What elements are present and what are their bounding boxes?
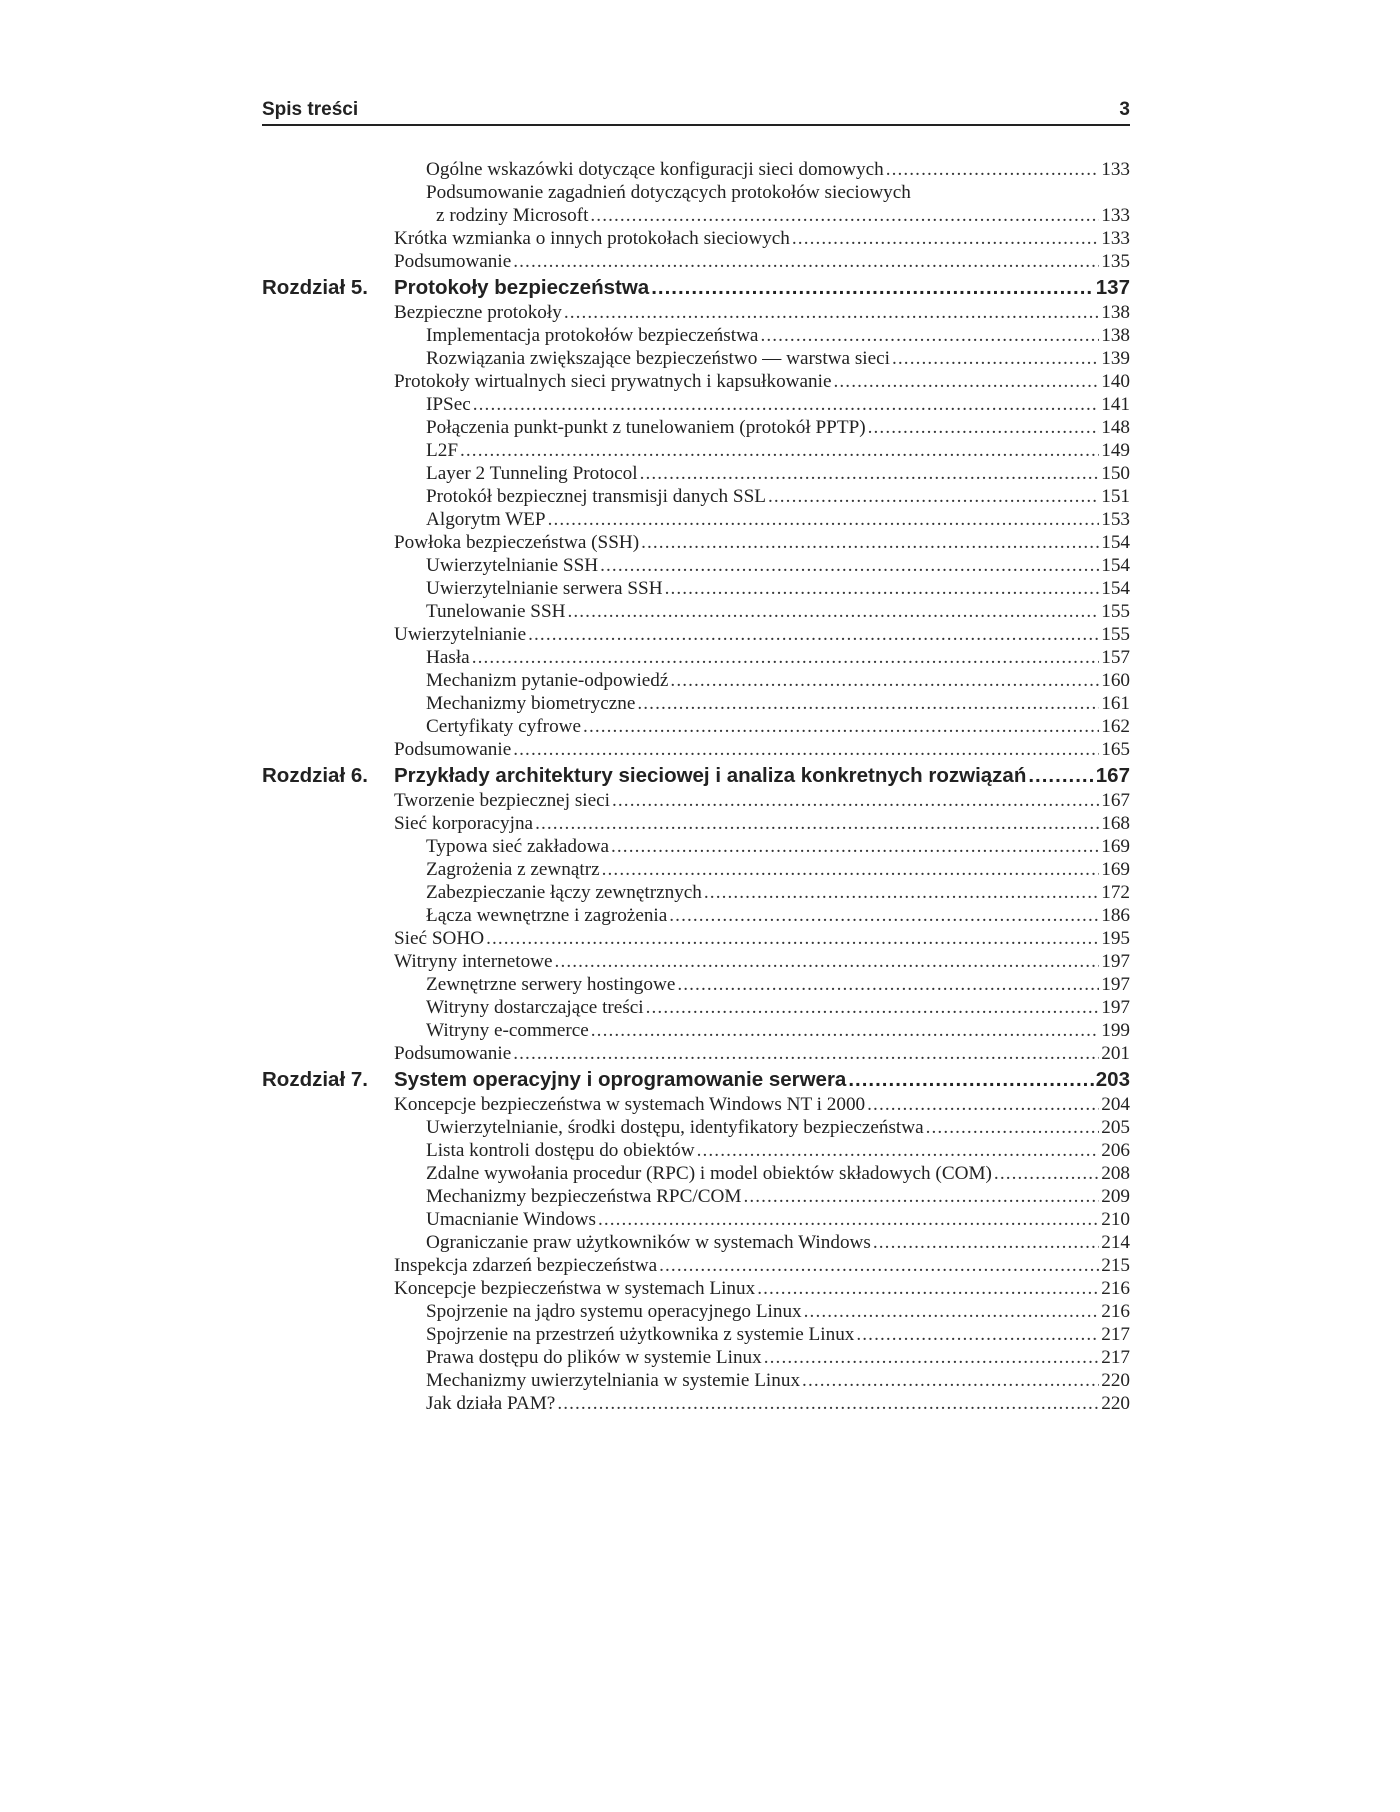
- dot-leader: [669, 904, 1099, 927]
- toc-entry: [262, 1369, 1130, 1392]
- toc-entry: [262, 1185, 1130, 1208]
- page-number: 161: [1101, 693, 1130, 714]
- page-number: 172: [1101, 882, 1130, 903]
- toc-entry: [262, 531, 1130, 554]
- page-number: 197: [1101, 951, 1130, 972]
- dot-leader: [600, 554, 1099, 577]
- page-number: 155: [1101, 601, 1130, 622]
- dot-leader: [602, 858, 1100, 881]
- dot-leader: [513, 250, 1099, 273]
- page-number: 140: [1101, 371, 1130, 392]
- toc-entry: [262, 227, 1130, 250]
- toc-entry: [262, 1392, 1130, 1415]
- entry-title: Ograniczanie praw użytkowników w systemach Windows: [426, 1232, 871, 1253]
- toc-entry: [262, 508, 1130, 531]
- toc-entry: [262, 646, 1130, 669]
- page-number: 217: [1101, 1347, 1130, 1368]
- dot-leader: [764, 1346, 1099, 1369]
- toc-entry: [262, 347, 1130, 370]
- toc-entry: [262, 738, 1130, 761]
- toc-entry: [262, 1323, 1130, 1346]
- toc-entry: [262, 1139, 1130, 1162]
- page-number: 167: [1095, 764, 1130, 787]
- dot-leader: [659, 1254, 1099, 1277]
- dot-leader: [743, 1185, 1099, 1208]
- entry-title: Inspekcja zdarzeń bezpieczeństwa: [394, 1255, 658, 1276]
- toc-entry: [262, 1162, 1130, 1185]
- entry-title: Prawa dostępu do plików w systemie Linux: [426, 1347, 762, 1368]
- entry-title: Uwierzytelnianie serwera SSH: [426, 578, 663, 599]
- dot-leader: [868, 416, 1100, 439]
- toc-entry: [262, 250, 1130, 273]
- entry-title: Tunelowanie SSH: [426, 601, 566, 622]
- page-number: 169: [1101, 859, 1130, 880]
- dot-leader: [473, 393, 1099, 416]
- dot-leader: [548, 508, 1100, 531]
- page-number: 154: [1101, 578, 1130, 599]
- page-number: 195: [1101, 928, 1130, 949]
- toc-entry: [262, 204, 1130, 227]
- page-number: 204: [1101, 1094, 1130, 1115]
- dot-leader: [834, 370, 1100, 393]
- dot-leader: [886, 158, 1100, 181]
- toc-entry: [262, 1346, 1130, 1369]
- toc-entry: [262, 996, 1130, 1019]
- toc-entry: [262, 1277, 1130, 1300]
- toc-entry: [262, 835, 1130, 858]
- toc-entry: [262, 881, 1130, 904]
- dot-leader: [557, 1392, 1099, 1415]
- entry-title: Certyfikaty cyfrowe: [426, 716, 582, 737]
- dot-leader: [528, 623, 1099, 646]
- entry-title: Podsumowanie: [394, 739, 512, 760]
- toc-entry: [262, 370, 1130, 393]
- entry-title: Podsumowanie: [394, 1043, 512, 1064]
- page-number: 186: [1101, 905, 1130, 926]
- entry-title: Zewnętrzne serwery hostingowe: [426, 974, 676, 995]
- entry-title: Zabezpieczanie łączy zewnętrznych: [426, 882, 702, 903]
- entry-title: Koncepcje bezpieczeństwa w systemach Windows NT i 2000: [394, 1094, 866, 1115]
- dot-leader: [535, 812, 1099, 835]
- table-of-contents: [262, 158, 1130, 1415]
- entry-title: Uwierzytelnianie: [394, 624, 527, 645]
- entry-title: L2F: [426, 440, 458, 461]
- page-number: 201: [1101, 1043, 1130, 1064]
- dot-leader: [892, 347, 1099, 370]
- toc-entry: [262, 904, 1130, 927]
- toc-entry: [262, 554, 1130, 577]
- toc-entry: [262, 1231, 1130, 1254]
- dot-leader: [994, 1162, 1099, 1185]
- dot-leader: [611, 835, 1099, 858]
- toc-entry: [262, 1300, 1130, 1323]
- dot-leader: [646, 996, 1100, 1019]
- dot-leader: [651, 275, 1094, 300]
- dot-leader: [792, 227, 1099, 250]
- toc-entry: [262, 600, 1130, 623]
- dot-leader: [598, 1208, 1099, 1231]
- dot-leader: [848, 1067, 1093, 1092]
- page-number: 208: [1101, 1163, 1130, 1184]
- dot-leader: [460, 439, 1099, 462]
- toc-entry: [262, 1254, 1130, 1277]
- entry-title: Krótka wzmianka o innych protokołach sieciowych: [394, 228, 790, 249]
- toc-entry: [262, 462, 1130, 485]
- page-number: 139: [1101, 348, 1130, 369]
- entry-title: Mechanizm pytanie-odpowiedź: [426, 670, 669, 691]
- dot-leader: [757, 1277, 1099, 1300]
- entry-title: Mechanizmy bezpieczeństwa RPC/COM: [426, 1186, 742, 1207]
- entry-title: Połączenia punkt-punkt z tunelowaniem (protokół PPTP): [426, 417, 866, 438]
- entry-title: Bezpieczne protokoły: [394, 302, 562, 323]
- chapter-label: Rozdział 5.: [262, 276, 368, 299]
- toc-entry: [262, 692, 1130, 715]
- entry-title: Protokół bezpiecznej transmisji danych SSL: [426, 486, 766, 507]
- dot-leader: [665, 577, 1100, 600]
- dot-leader: [564, 301, 1099, 324]
- page-number: 165: [1101, 739, 1130, 760]
- dot-leader: [768, 485, 1099, 508]
- entry-title: Mechanizmy uwierzytelniania w systemie Linux: [426, 1370, 801, 1391]
- entry-title: Uwierzytelnianie SSH: [426, 555, 599, 576]
- toc-entry: [262, 1093, 1130, 1116]
- entry-title: Layer 2 Tunneling Protocol: [426, 463, 638, 484]
- page-number: 220: [1101, 1370, 1130, 1391]
- page-number: 157: [1101, 647, 1130, 668]
- entry-title: Implementacja protokołów bezpieczeństwa: [426, 325, 759, 346]
- dot-leader: [670, 669, 1099, 692]
- page-number: 220: [1101, 1393, 1130, 1414]
- dot-leader: [486, 927, 1099, 950]
- page-number: 214: [1101, 1232, 1130, 1253]
- toc-entry: [262, 1116, 1130, 1139]
- toc-chapter: [262, 275, 1130, 301]
- entry-title: Witryny internetowe: [394, 951, 553, 972]
- toc-entry: [262, 301, 1130, 324]
- dot-leader: [697, 1139, 1100, 1162]
- page-number: 138: [1101, 302, 1130, 323]
- page-number: 168: [1101, 813, 1130, 834]
- entry-title: Spojrzenie na przestrzeń użytkownika z systemie Linux: [426, 1324, 855, 1345]
- toc-entry: [262, 812, 1130, 835]
- page-number: 162: [1101, 716, 1130, 737]
- entry-title: Mechanizmy biometryczne: [426, 693, 636, 714]
- toc-entry: [262, 1019, 1130, 1042]
- dot-leader: [704, 881, 1099, 904]
- chapter-title: System operacyjny i oprogramowanie serwera: [394, 1068, 847, 1091]
- dot-leader: [612, 789, 1099, 812]
- page-number: 217: [1101, 1324, 1130, 1345]
- toc-entry: [262, 324, 1130, 347]
- toc-entry: [262, 393, 1130, 416]
- entry-title: z rodziny Microsoft: [436, 205, 589, 226]
- toc-entry: [262, 950, 1130, 973]
- toc-entry: [262, 485, 1130, 508]
- chapter-title: Przykłady architektury sieciowej i analiza konkretnych rozwiązań: [394, 764, 1027, 787]
- page-number: 150: [1101, 463, 1130, 484]
- chapter-title: Protokoły bezpieczeństwa: [394, 276, 650, 299]
- entry-title: Sieć SOHO: [394, 928, 485, 949]
- page-number: 205: [1101, 1117, 1130, 1138]
- dot-leader: [591, 1019, 1099, 1042]
- dot-leader: [867, 1093, 1099, 1116]
- page-number: 203: [1095, 1068, 1130, 1091]
- page-number: 210: [1101, 1209, 1130, 1230]
- page-number: 151: [1101, 486, 1130, 507]
- entry-title: Spojrzenie na jądro systemu operacyjnego Linux: [426, 1301, 802, 1322]
- page-number: 133: [1101, 205, 1130, 226]
- page-number: 137: [1095, 276, 1130, 299]
- page-number: 141: [1101, 394, 1130, 415]
- entry-title: Ogólne wskazówki dotyczące konfiguracji sieci domowych: [426, 159, 884, 180]
- page-number: 148: [1101, 417, 1130, 438]
- page-number: 135: [1101, 251, 1130, 272]
- page-number: 133: [1101, 159, 1130, 180]
- page-number: 154: [1101, 532, 1130, 553]
- dot-leader: [804, 1300, 1100, 1323]
- chapter-label: Rozdział 6.: [262, 764, 368, 787]
- toc-chapter: [262, 763, 1130, 789]
- dot-leader: [590, 204, 1099, 227]
- header-page-number: 3: [1119, 99, 1130, 120]
- entry-title: Umacnianie Windows: [426, 1209, 596, 1230]
- toc-entry: [262, 1208, 1130, 1231]
- page-number: 149: [1101, 440, 1130, 461]
- entry-title: Podsumowanie zagadnień dotyczących protokołów sieciowych: [426, 182, 911, 203]
- toc-entry: [262, 181, 1130, 204]
- entry-title: Podsumowanie: [394, 251, 512, 272]
- toc-entry: [262, 789, 1130, 812]
- page-number: 206: [1101, 1140, 1130, 1161]
- page-number: 197: [1101, 974, 1130, 995]
- dot-leader: [641, 531, 1099, 554]
- dot-leader: [760, 324, 1099, 347]
- page-number: 199: [1101, 1020, 1130, 1041]
- page-number: 155: [1101, 624, 1130, 645]
- toc-entry: [262, 158, 1130, 181]
- toc-entry: [262, 623, 1130, 646]
- page-number: 216: [1101, 1278, 1130, 1299]
- header-title: Spis treści: [262, 99, 359, 120]
- dot-leader: [555, 950, 1100, 973]
- toc-entry: [262, 858, 1130, 881]
- toc-entry: [262, 927, 1130, 950]
- entry-title: Uwierzytelnianie, środki dostępu, identyfikatory bezpieczeństwa: [426, 1117, 924, 1138]
- page-number: 167: [1101, 790, 1130, 811]
- page-number: 133: [1101, 228, 1130, 249]
- entry-title: Koncepcje bezpieczeństwa w systemach Linux: [394, 1278, 756, 1299]
- entry-title: Sieć korporacyjna: [394, 813, 534, 834]
- dot-leader: [472, 646, 1100, 669]
- entry-title: Jak działa PAM?: [426, 1393, 556, 1414]
- dot-leader: [640, 462, 1100, 485]
- page-number: 209: [1101, 1186, 1130, 1207]
- entry-title: IPSec: [426, 394, 471, 415]
- entry-title: Lista kontroli dostępu do obiektów: [426, 1140, 695, 1161]
- entry-title: Protokoły wirtualnych sieci prywatnych i kapsułkowanie: [394, 371, 832, 392]
- entry-title: Łącza wewnętrzne i zagrożenia: [426, 905, 668, 926]
- entry-title: Zdalne wywołania procedur (RPC) i model obiektów składowych (COM): [426, 1163, 992, 1184]
- entry-title: Tworzenie bezpiecznej sieci: [394, 790, 610, 811]
- toc-entry: [262, 439, 1130, 462]
- toc-entry: [262, 577, 1130, 600]
- entry-title: Typowa sieć zakładowa: [426, 836, 609, 857]
- toc-chapter: [262, 1067, 1130, 1093]
- toc-entry: [262, 669, 1130, 692]
- page-number: 153: [1101, 509, 1130, 530]
- toc-entry: [262, 1042, 1130, 1065]
- entry-title: Algorytm WEP: [426, 509, 546, 530]
- entry-title: Rozwiązania zwiększające bezpieczeństwo — warstwa sieci: [426, 348, 891, 369]
- page-number: 160: [1101, 670, 1130, 691]
- dot-leader: [567, 600, 1099, 623]
- entry-title: Witryny dostarczające treści: [426, 997, 644, 1018]
- entry-title: Powłoka bezpieczeństwa (SSH): [394, 532, 640, 553]
- toc-entry: [262, 715, 1130, 738]
- dot-leader: [873, 1231, 1099, 1254]
- dot-leader: [637, 692, 1099, 715]
- dot-leader: [677, 973, 1099, 996]
- page-number: 215: [1101, 1255, 1130, 1276]
- toc-entry: [262, 973, 1130, 996]
- page-number: 154: [1101, 555, 1130, 576]
- entry-title: Zagrożenia z zewnątrz: [426, 859, 600, 880]
- chapter-label: Rozdział 7.: [262, 1068, 368, 1091]
- dot-leader: [856, 1323, 1099, 1346]
- page-number: 216: [1101, 1301, 1130, 1322]
- toc-entry: [262, 416, 1130, 439]
- dot-leader: [1028, 763, 1093, 788]
- page-number: 169: [1101, 836, 1130, 857]
- dot-leader: [583, 715, 1099, 738]
- dot-leader: [802, 1369, 1099, 1392]
- page-number: 138: [1101, 325, 1130, 346]
- dot-leader: [926, 1116, 1100, 1139]
- entry-title: Hasła: [426, 647, 470, 668]
- dot-leader: [513, 738, 1099, 761]
- page-number: 197: [1101, 997, 1130, 1018]
- dot-leader: [513, 1042, 1099, 1065]
- entry-title: Witryny e-commerce: [426, 1020, 589, 1041]
- running-header: [262, 96, 1130, 126]
